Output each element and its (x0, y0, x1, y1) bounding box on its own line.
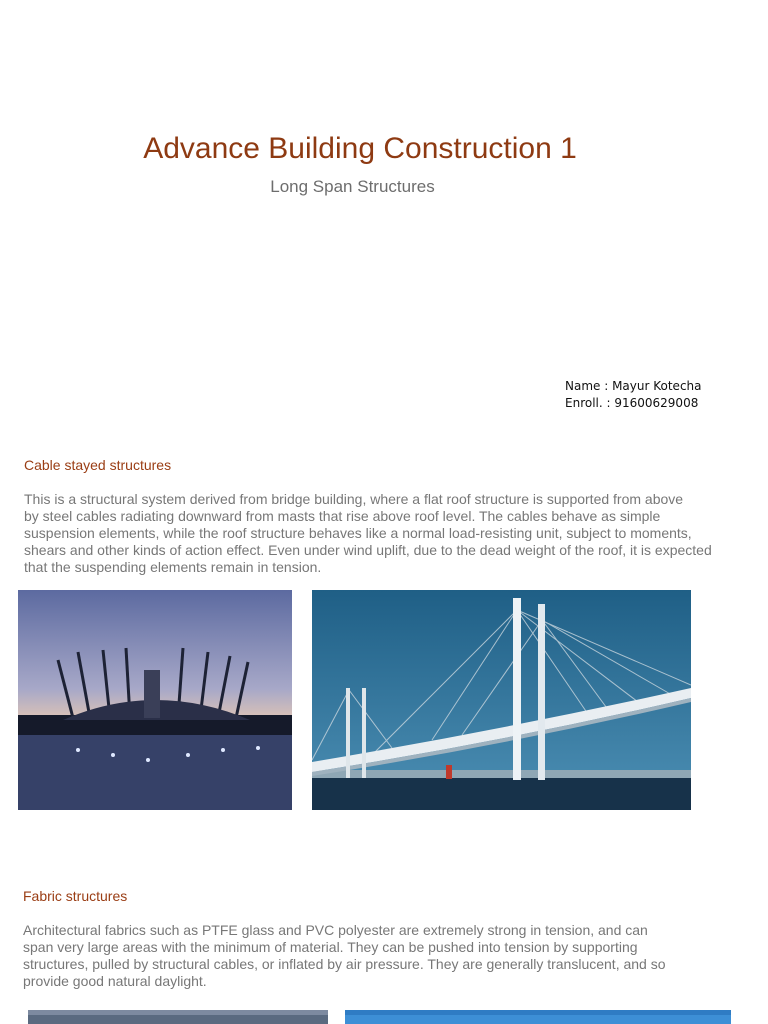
paragraph-line: by steel cables radiating downward from masts that rise above roof level. The cables behave as simple (24, 508, 661, 524)
cable-stayed-dome-photo (18, 590, 292, 810)
paragraph-line: Architectural fabrics such as PTFE glass and PVC polyester are extremely strong in tension, and can (23, 922, 648, 938)
paragraph-line: suspension elements, while the roof structure behaves like a normal load-resisting unit, subject to moments, (24, 525, 692, 541)
section-body-fabric (23, 922, 666, 990)
paragraph-line: This is a structural system derived from bridge building, where a flat roof structure is supported from above (24, 491, 684, 507)
paragraph-line: that the suspending elements remain in tension. (24, 559, 322, 575)
author-name: Name : Mayur Kotecha (565, 379, 702, 393)
paragraph-line: shears and other kinds of action effect. Even under wind uplift, due to the dead weight of the roof, it is expected (24, 542, 712, 558)
author-block (565, 378, 702, 412)
section-body-cable-stayed (24, 491, 712, 576)
section-heading-fabric: Fabric structures (23, 888, 128, 904)
paragraph-line: span very large areas with the minimum of material. They can be pushed into tension by supporting (23, 939, 638, 955)
section-heading-cable-stayed: Cable stayed structures (24, 457, 172, 473)
author-enrollment: Enroll. : 91600629008 (565, 396, 699, 410)
document-title: Advance Building Construction 1 (143, 132, 577, 165)
cable-stayed-bridge-photo (312, 590, 691, 810)
fabric-structure-photo-right (345, 1010, 731, 1024)
paragraph-line: provide good natural daylight. (23, 973, 207, 989)
fabric-structure-photo-left (28, 1010, 328, 1024)
document-subtitle: Long Span Structures (270, 177, 435, 196)
paragraph-line: structures, pulled by structural cables, or inflated by air pressure. They are generally translucent, and so (23, 956, 666, 972)
